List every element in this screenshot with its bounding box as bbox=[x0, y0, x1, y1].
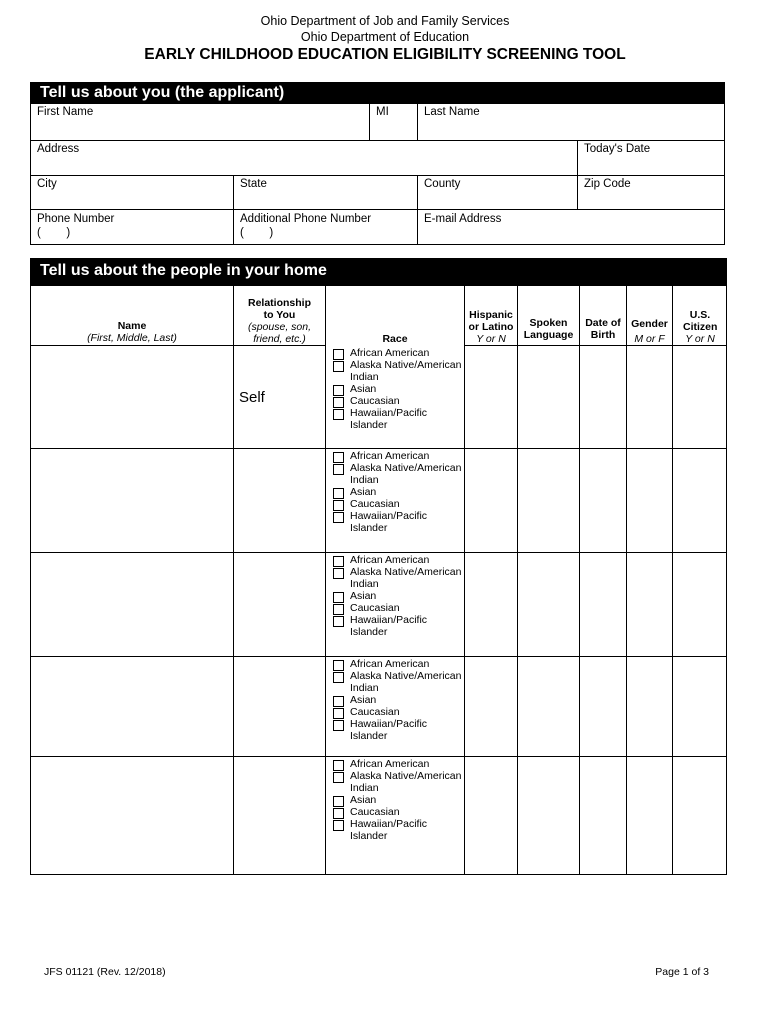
race-option[interactable]: Caucasian bbox=[333, 396, 461, 408]
checkbox-icon[interactable] bbox=[333, 616, 344, 627]
page-number: Page 1 of 3 bbox=[655, 966, 709, 978]
additional-phone-label: Additional Phone Number bbox=[240, 213, 372, 225]
checkbox-icon[interactable] bbox=[333, 397, 344, 408]
last-name-field[interactable] bbox=[417, 103, 725, 141]
todays-date-label: Today's Date bbox=[584, 143, 651, 155]
checkbox-icon[interactable] bbox=[333, 604, 344, 615]
col-header-relationship bbox=[234, 297, 325, 345]
race-option[interactable]: Asian bbox=[333, 695, 461, 707]
checkbox-icon[interactable] bbox=[333, 760, 344, 771]
col-header-dob bbox=[580, 317, 626, 341]
checkbox-icon[interactable] bbox=[333, 808, 344, 819]
col-header-language bbox=[518, 317, 579, 341]
col-relationship-sub: (spouse, son, friend, etc.) bbox=[247, 321, 312, 345]
col-citizen-sub: Y or N bbox=[685, 333, 715, 345]
email-label: E-mail Address bbox=[424, 213, 502, 225]
race-option[interactable]: Hawaiian/Pacific bbox=[333, 408, 461, 420]
race-options-row-1: African American Alaska Native/American Indian Asian Caucasian Hawaiian/Pacific Islander bbox=[333, 348, 461, 432]
state-label: State bbox=[240, 178, 267, 190]
col-hispanic-title: Hispanic or Latino bbox=[468, 309, 514, 333]
mi-field[interactable] bbox=[369, 103, 418, 141]
checkbox-icon[interactable] bbox=[333, 720, 344, 731]
col-relationship-title: Relationship to You bbox=[247, 297, 311, 321]
agency-line-1: Ohio Department of Job and Family Services bbox=[260, 14, 510, 28]
race-option[interactable]: Alaska Native/American bbox=[333, 463, 461, 475]
race-option[interactable]: Alaska Native/American bbox=[333, 567, 461, 579]
checkbox-icon[interactable] bbox=[333, 464, 344, 475]
race-option[interactable]: Caucasian bbox=[333, 603, 461, 615]
city-label: City bbox=[37, 178, 57, 190]
race-option[interactable]: Hawaiian/Pacific bbox=[333, 511, 461, 523]
mi-label: MI bbox=[376, 106, 389, 118]
col-header-name bbox=[31, 320, 233, 344]
race-option[interactable]: African American bbox=[333, 659, 461, 671]
checkbox-icon[interactable] bbox=[333, 385, 344, 396]
col-gender-title: Gender bbox=[631, 318, 668, 330]
col-race-title: Race bbox=[382, 333, 408, 345]
checkbox-icon[interactable] bbox=[333, 512, 344, 523]
county-field[interactable] bbox=[417, 175, 578, 210]
checkbox-icon[interactable] bbox=[333, 488, 344, 499]
race-option[interactable]: Asian bbox=[333, 591, 461, 603]
race-option[interactable]: Asian bbox=[333, 487, 461, 499]
todays-date-field[interactable] bbox=[577, 140, 725, 176]
race-option[interactable]: Alaska Native/American bbox=[333, 671, 461, 683]
checkbox-icon[interactable] bbox=[333, 672, 344, 683]
form-title: EARLY CHILDHOOD EDUCATION ELIGIBILITY SCREENING TOOL bbox=[144, 46, 626, 63]
race-option[interactable]: African American bbox=[333, 759, 461, 771]
col-name-sub: (First, Middle, Last) bbox=[87, 332, 177, 344]
zip-code-label: Zip Code bbox=[584, 178, 631, 190]
self-label: Self bbox=[239, 389, 265, 406]
race-option[interactable]: Caucasian bbox=[333, 807, 461, 819]
email-field[interactable] bbox=[417, 209, 725, 245]
race-option[interactable]: African American bbox=[333, 555, 461, 567]
checkbox-icon[interactable] bbox=[333, 592, 344, 603]
checkbox-icon[interactable] bbox=[333, 556, 344, 567]
address-field[interactable] bbox=[30, 140, 578, 176]
race-options-row-4: African American Alaska Native/American Indian Asian Caucasian Hawaiian/Pacific Islander bbox=[333, 659, 461, 743]
county-label: County bbox=[424, 178, 461, 190]
col-hispanic-sub: Y or N bbox=[476, 333, 506, 345]
race-option[interactable]: Hawaiian/Pacific bbox=[333, 615, 461, 627]
checkbox-icon[interactable] bbox=[333, 349, 344, 360]
col-dob-title: Date of Birth bbox=[585, 317, 621, 341]
additional-phone-field[interactable] bbox=[233, 209, 418, 245]
checkbox-icon[interactable] bbox=[333, 568, 344, 579]
zip-code-field[interactable] bbox=[577, 175, 725, 210]
col-language-title: Spoken Language bbox=[523, 317, 574, 341]
additional-phone-area-code: ( ) bbox=[240, 227, 274, 239]
col-name-title: Name bbox=[117, 320, 147, 332]
col-header-hispanic bbox=[465, 309, 517, 345]
form-number: JFS 01121 (Rev. 12/2018) bbox=[44, 966, 166, 978]
last-name-label: Last Name bbox=[424, 106, 480, 118]
checkbox-icon[interactable] bbox=[333, 409, 344, 420]
race-option[interactable]: Asian bbox=[333, 795, 461, 807]
race-options-row-5: African American Alaska Native/American Indian Asian Caucasian Hawaiian/Pacific Islander bbox=[333, 759, 461, 843]
checkbox-icon[interactable] bbox=[333, 820, 344, 831]
checkbox-icon[interactable] bbox=[333, 708, 344, 719]
race-option[interactable]: Alaska Native/American bbox=[333, 771, 461, 783]
first-name-label: First Name bbox=[37, 106, 94, 118]
race-options-row-2: African American Alaska Native/American Indian Asian Caucasian Hawaiian/Pacific Islander bbox=[333, 451, 461, 535]
race-option[interactable]: African American bbox=[333, 451, 461, 463]
col-citizen-title: U.S. Citizen bbox=[683, 309, 718, 333]
phone-field[interactable] bbox=[30, 209, 234, 245]
race-option[interactable]: Alaska Native/American bbox=[333, 360, 461, 372]
agency-line-2: Ohio Department of Education bbox=[300, 30, 470, 44]
checkbox-icon[interactable] bbox=[333, 660, 344, 671]
checkbox-icon[interactable] bbox=[333, 361, 344, 372]
phone-label: Phone Number bbox=[37, 213, 115, 225]
address-label: Address bbox=[37, 143, 80, 155]
checkbox-icon[interactable] bbox=[333, 452, 344, 463]
race-options-row-3: African American Alaska Native/American Indian Asian Caucasian Hawaiian/Pacific Islander bbox=[333, 555, 461, 639]
col-header-gender bbox=[627, 318, 672, 345]
people-section-header: Tell us about the people in your home bbox=[30, 258, 727, 286]
state-field[interactable] bbox=[233, 175, 418, 210]
checkbox-icon[interactable] bbox=[333, 696, 344, 707]
checkbox-icon[interactable] bbox=[333, 772, 344, 783]
col-header-citizen bbox=[673, 309, 727, 345]
race-option[interactable]: Caucasian bbox=[333, 707, 461, 719]
race-option[interactable]: Caucasian bbox=[333, 499, 461, 511]
race-option[interactable]: Hawaiian/Pacific bbox=[333, 719, 461, 731]
first-name-field[interactable] bbox=[30, 103, 370, 141]
applicant-section-header: Tell us about you (the applicant) bbox=[30, 82, 725, 104]
checkbox-icon[interactable] bbox=[333, 796, 344, 807]
city-field[interactable] bbox=[30, 175, 234, 210]
checkbox-icon[interactable] bbox=[333, 500, 344, 511]
race-option[interactable]: African American bbox=[333, 348, 461, 360]
col-header-race bbox=[326, 333, 464, 345]
phone-area-code: ( ) bbox=[37, 227, 71, 239]
col-gender-sub: M or F bbox=[634, 333, 665, 345]
race-option[interactable]: Hawaiian/Pacific bbox=[333, 819, 461, 831]
race-option[interactable]: Asian bbox=[333, 384, 461, 396]
